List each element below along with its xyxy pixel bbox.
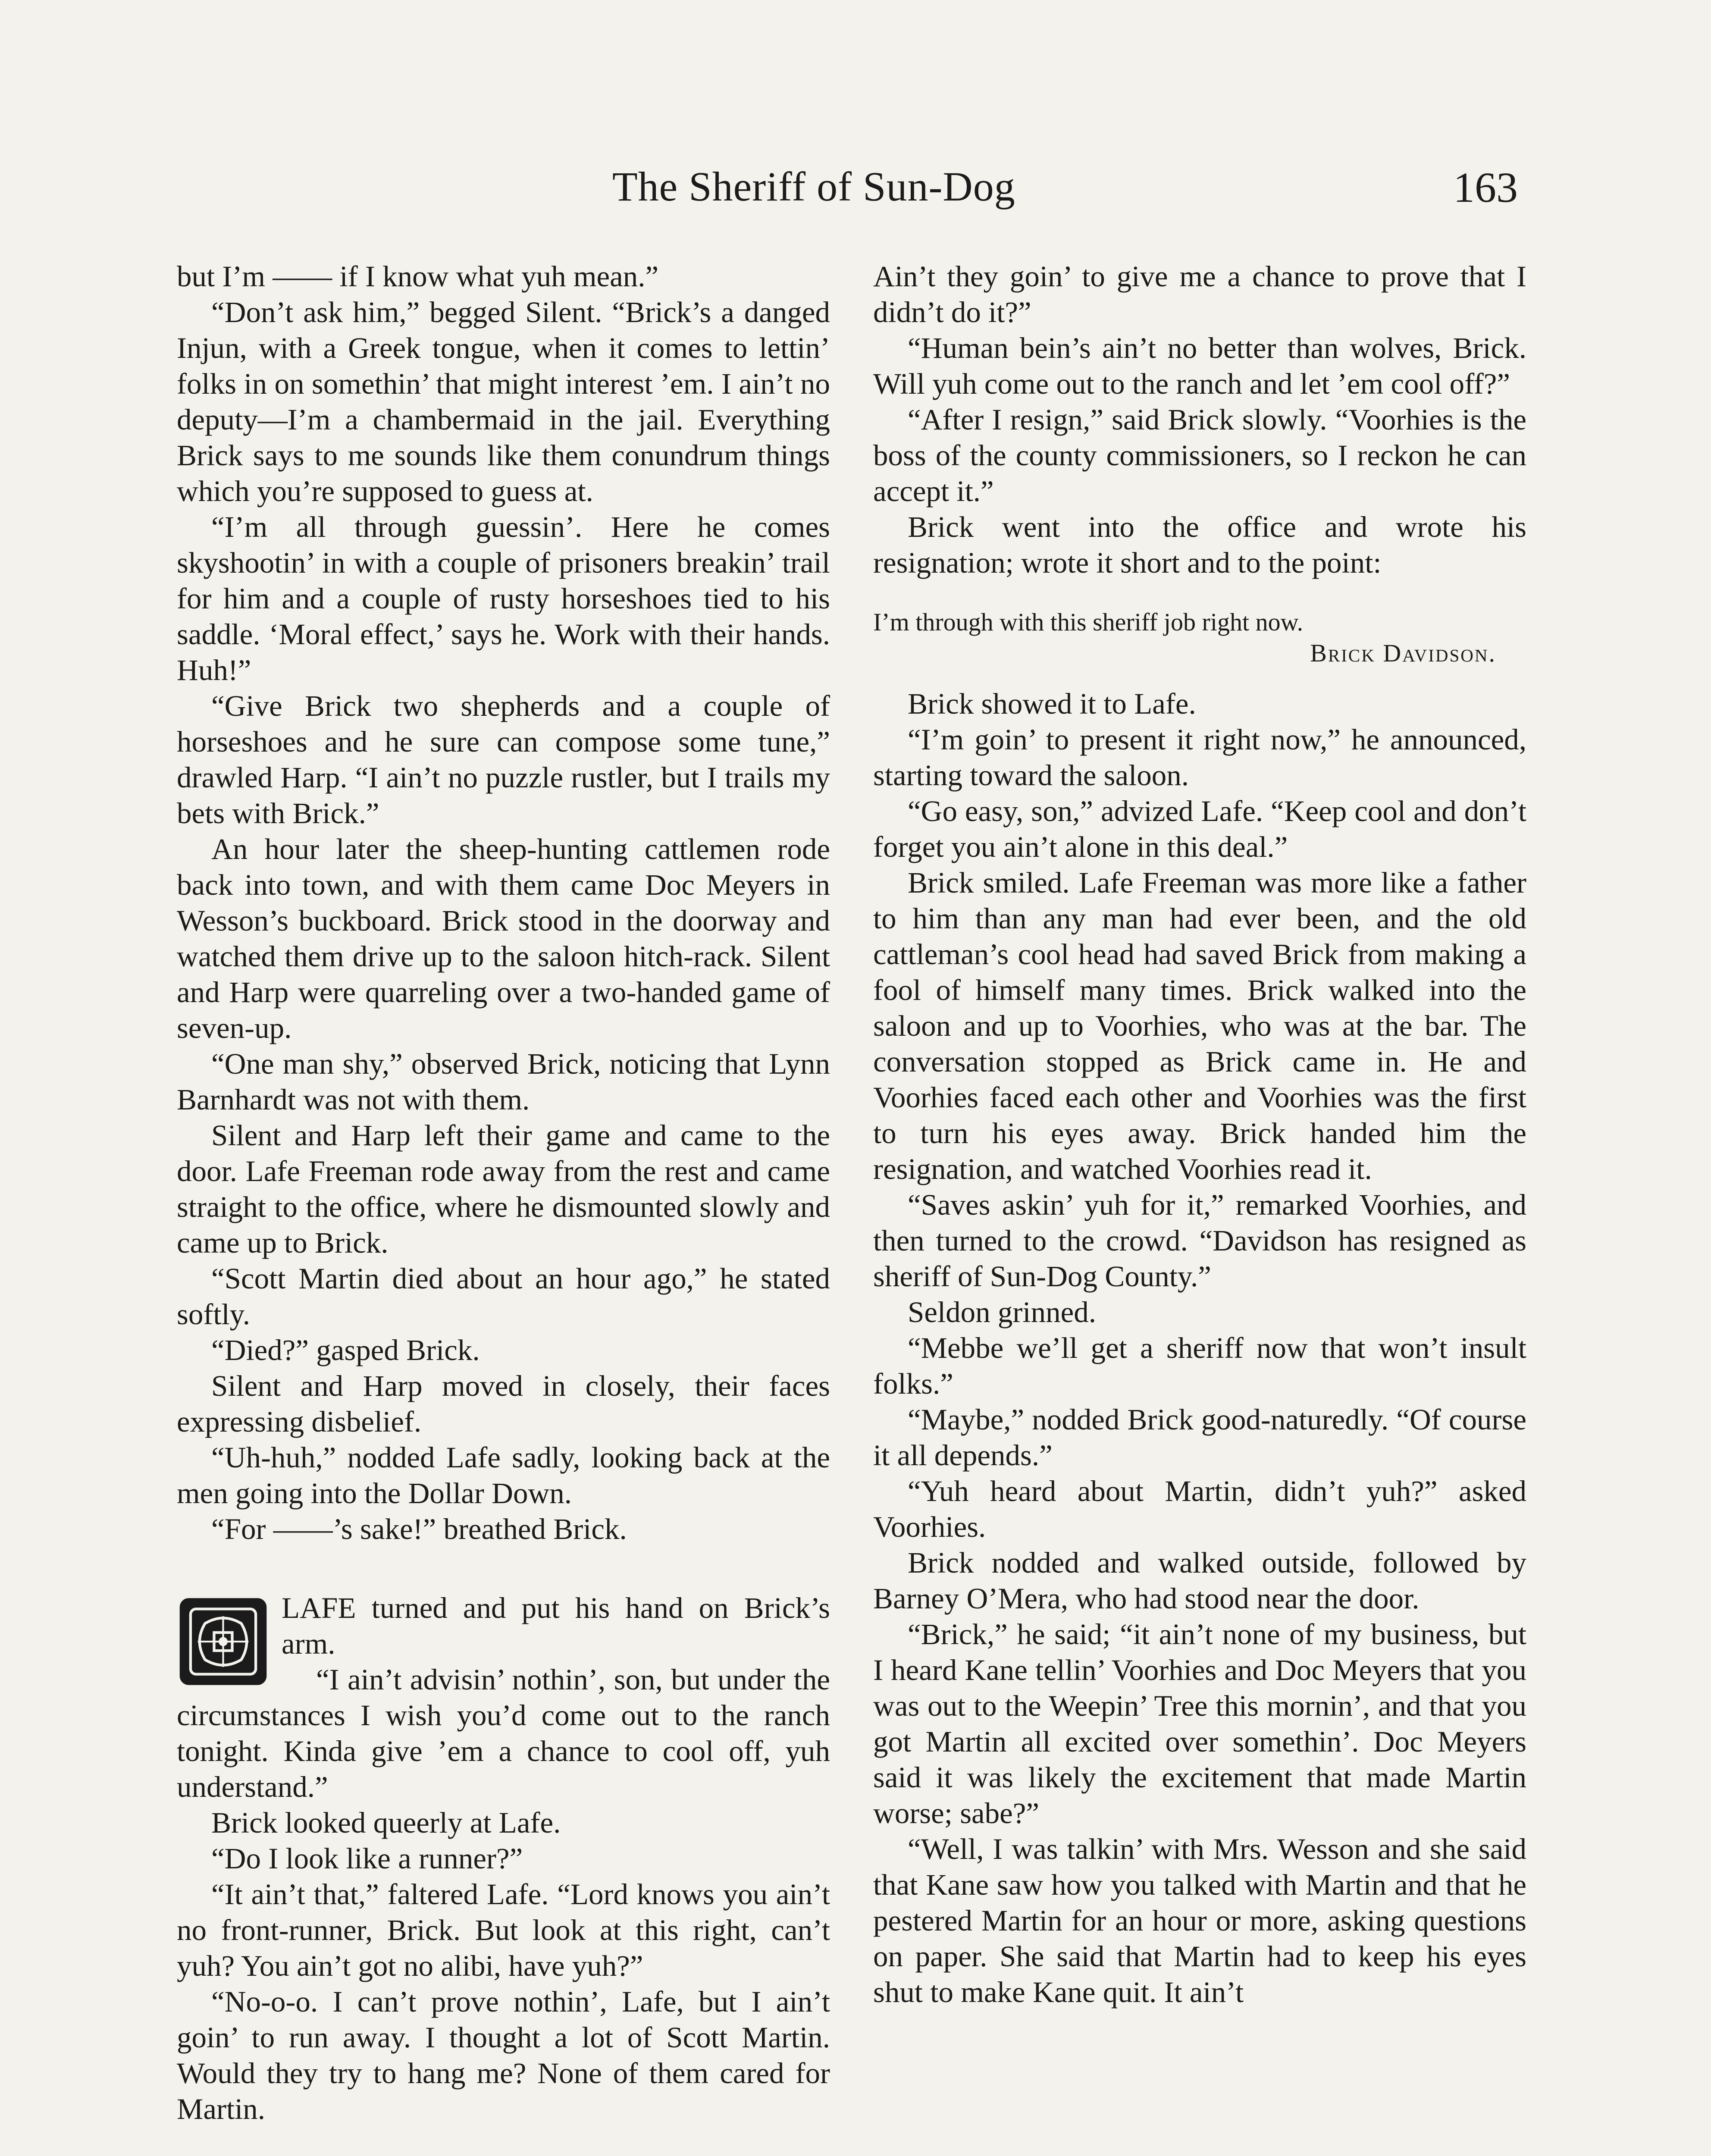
paragraph: “Brick,” he said; “it ain’t none of my business, but I heard Kane tellin’ Voorhies and Doc Meyers that you was out to the Weepin’ Tree this mornin’, and that you got Martin all excited over somethin’. Doc Meyers said it was likely the excitement that made Martin worse; sabe?”	[873, 1618, 1526, 1830]
paragraph: “After I resign,” said Brick slowly. “Voorhies is the boss of the county commissioners, so I reckon he can accept it.”	[873, 403, 1526, 508]
paragraph: Silent and Harp moved in closely, their faces expressing disbelief.	[177, 1369, 830, 1438]
paragraph: but I’m —— if I know what yuh mean.”	[177, 260, 659, 293]
paragraph: “Human bein’s ain’t no better than wolves, Brick. Will yuh come out to the ranch and let ’em cool off?”	[873, 332, 1526, 400]
paragraph: “I’m all through guessin’. Here he comes skyshootin’ in with a couple of prisoners breakin’ trail for him and a couple of rusty horseshoes tied to his saddle. ‘Moral effect,’ says he. Work with their hands. Huh!”	[177, 511, 830, 686]
paragraph: “It ain’t that,” faltered Lafe. “Lord knows you ain’t no front-runner, Brick. But look at this right, can’t yuh? You ain’t got no alibi, have yuh?”	[177, 1878, 830, 1982]
paragraph: “One man shy,” observed Brick, noticing that Lynn Barnhardt was not with them.	[177, 1047, 830, 1116]
paragraph: “Give Brick two shepherds and a couple of horseshoes and he sure can compose some tune,” drawled Harp. “I ain’t no puzzle rustler, but I trails my bets with Brick.”	[177, 689, 830, 830]
paragraph: “Go easy, son,” advized Lafe. “Keep cool and don’t forget you ain’t alone in this deal.”	[873, 795, 1526, 863]
paragraph: “I ain’t advisin’ nothin’, son, but under the circumstances I wish you’d come out to the ranch tonight. Kinda give ’em a chance to cool off, yuh understand.”	[177, 1663, 830, 1803]
paragraph: “Scott Martin died about an hour ago,” he stated softly.	[177, 1262, 830, 1331]
ornamental-initial-icon	[177, 1596, 269, 1687]
paragraph: Brick showed it to Lafe.	[908, 687, 1196, 720]
paragraph: Brick went into the office and wrote his resignation; wrote it short and to the point:	[873, 511, 1526, 579]
paragraph: “Yuh heard about Martin, didn’t yuh?” asked Voorhies.	[873, 1475, 1526, 1543]
resignation-note	[873, 607, 1526, 669]
paragraph: Ain’t they goin’ to give me a chance to prove that I didn’t do it?”	[873, 260, 1526, 329]
paragraph: “Saves askin’ yuh for it,” remarked Voorhies, and then turned to the crowd. “Davidson has resigned as sheriff of Sun-Dog County.”	[873, 1188, 1526, 1293]
paragraph: “For ——’s sake!” breathed Brick.	[211, 1513, 627, 1545]
paragraph: “Died?” gasped Brick.	[211, 1334, 480, 1366]
resignation-signature: Brick Davidson.	[1310, 639, 1496, 667]
paragraph: “Uh-huh,” nodded Lafe sadly, looking back at the men going into the Dollar Down.	[177, 1441, 830, 1510]
paragraph: “I’m goin’ to present it right now,” he announced, starting toward the saloon.	[873, 723, 1526, 792]
section-break	[177, 1547, 830, 1590]
resignation-text: I’m through with this sheriff job right now.	[873, 608, 1304, 636]
left-column	[177, 259, 830, 2127]
paragraph: “Maybe,” nodded Brick good-naturedly. “Of course it all depends.”	[873, 1403, 1526, 1472]
paragraph: Brick looked queerly at Lafe.	[211, 1806, 561, 1839]
paragraph: “No-o-o. I can’t prove nothin’, Lafe, but I ain’t goin’ to run away. I thought a lot of Scott Martin. Would they try to hang me? None of them cared for Martin.	[177, 1985, 830, 2125]
paragraph: Brick smiled. Lafe Freeman was more like a father to him than any man had ever been, and the old cattleman’s cool head had saved Brick from making a fool of himself many times. Brick walked into the saloon and up to Voorhies, who was at the bar. The conversation stopped as Brick came in. He and Voorhies faced each other and Voorhies was the first to turn his eyes away. Brick handed him the resignation, and watched Voorhies read it.	[873, 866, 1526, 1185]
paragraph: Silent and Harp left their game and came to the door. Lafe Freeman rode away from the rest and came straight to the office, where he dismounted slowly and came up to Brick.	[177, 1119, 830, 1259]
paragraph: “Don’t ask him,” begged Silent. “Brick’s a danged Injun, with a Greek tongue, when it comes to lettin’ folks in on somethin’ that might interest ’em. I ain’t no deputy—I’m a chambermaid in the jail. Everything Brick says to me sounds like them conundrum things which you’re supposed to guess at.	[177, 296, 830, 508]
page-number: 163	[1453, 163, 1518, 211]
paragraph: An hour later the sheep-hunting cattlemen rode back into town, and with them came Doc Meyers in Wesson’s buckboard. Brick stood in the doorway and watched them drive up to the saloon hitch-rack. Silent and Harp were quarreling over a two-handed game of seven-up.	[177, 833, 830, 1044]
paragraph: Brick nodded and walked outside, followed by Barney O’Mera, who had stood near the door.	[873, 1546, 1526, 1615]
paragraph: “Mebbe we’ll get a sheriff now that won’t insult folks.”	[873, 1332, 1526, 1400]
paragraph: Seldon grinned.	[908, 1296, 1096, 1329]
right-column	[873, 259, 1526, 2010]
paragraph: “Well, I was talkin’ with Mrs. Wesson and she said that Kane saw how you talked with Martin and that he pestered Martin for an hour or more, asking questions on paper. She said that Martin had to keep his eyes shut to make Kane quit. It ain’t	[873, 1833, 1526, 2009]
paragraph: “Do I look like a runner?”	[211, 1842, 523, 1875]
running-title: The Sheriff of Sun-Dog	[612, 163, 1015, 210]
section-opening-paragraph: LAFE turned and put his hand on Brick’s arm.	[282, 1592, 830, 1660]
